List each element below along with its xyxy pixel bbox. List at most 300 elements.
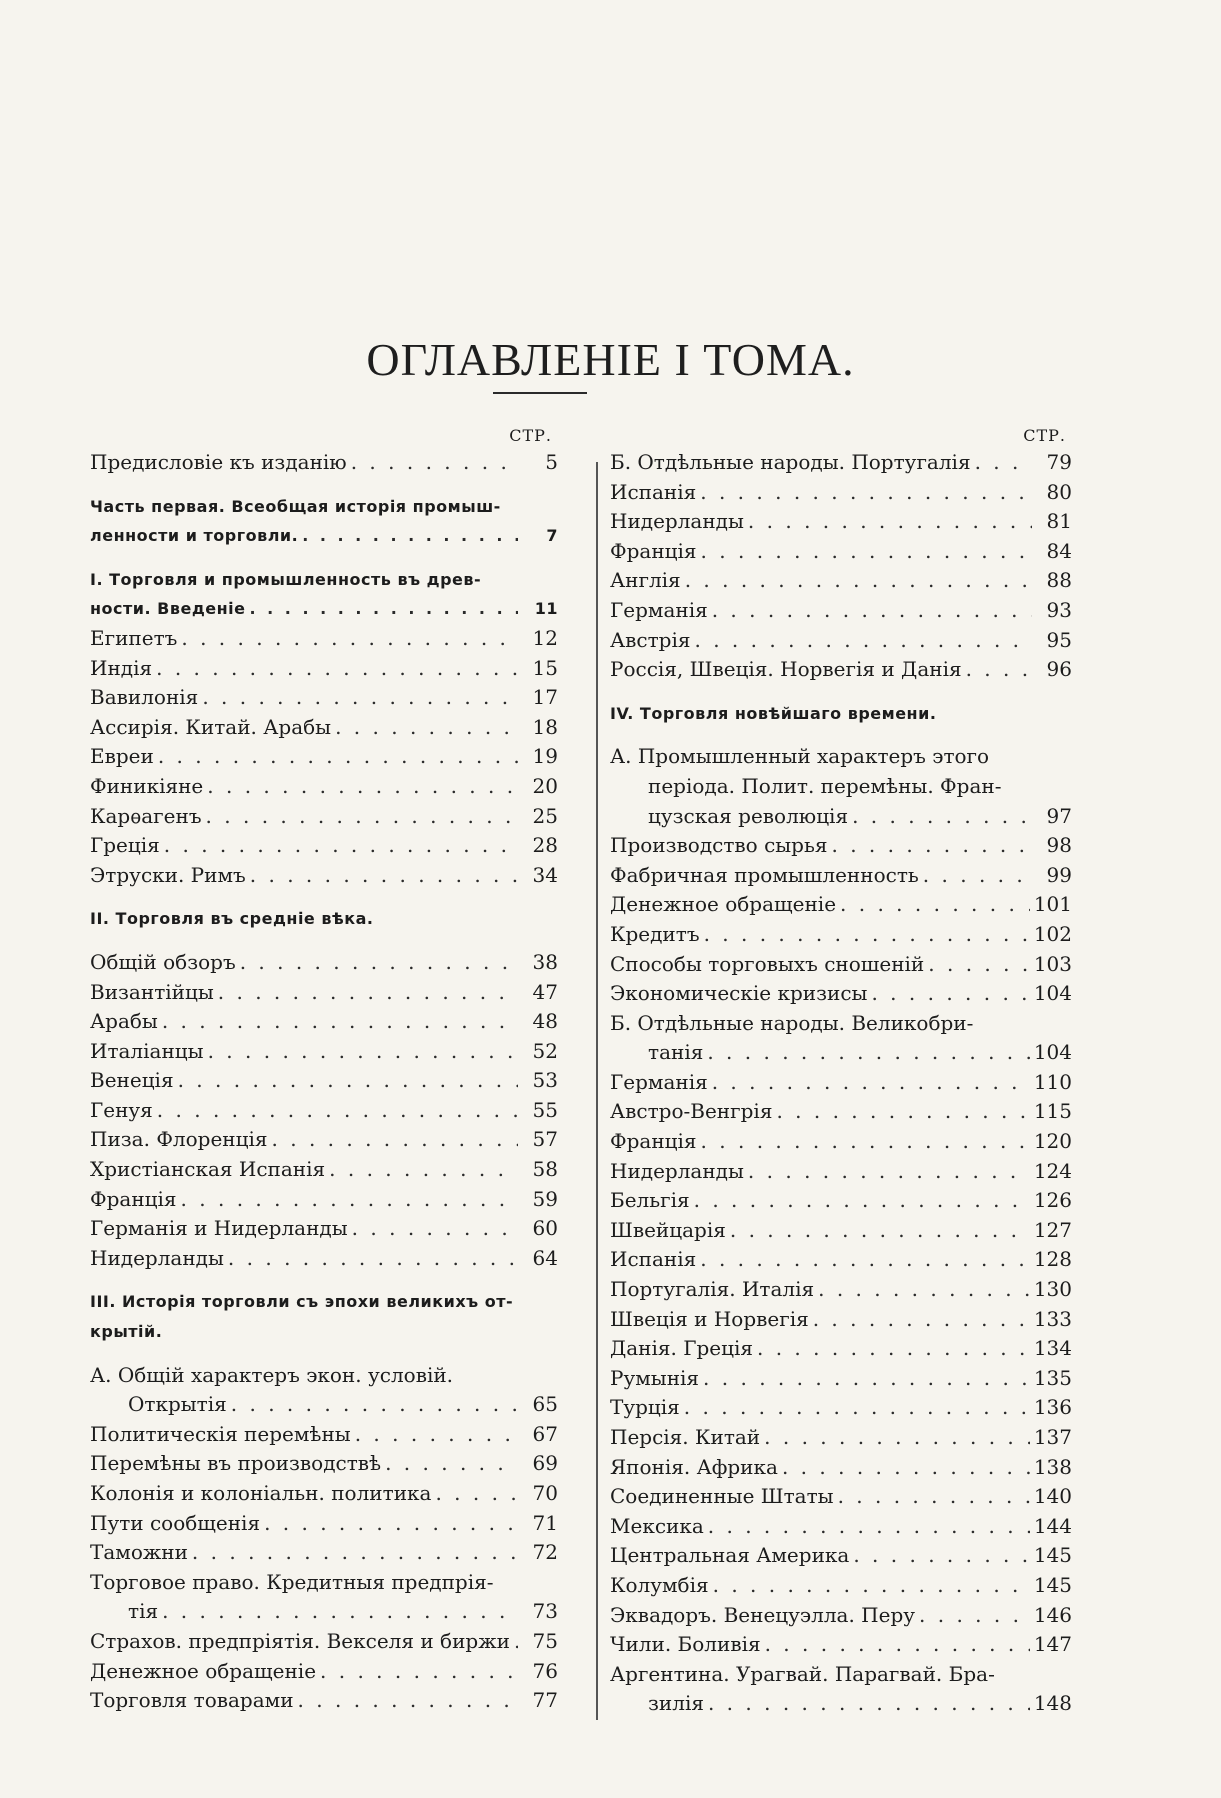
toc-entry — [610, 1068, 1072, 1098]
toc-entry-page: 52 — [532, 1038, 558, 1063]
toc-entry — [610, 478, 1072, 508]
column-divider — [596, 462, 598, 1720]
toc-entry-title: Генуя — [90, 1097, 153, 1122]
toc-entry-title: Нидерланды — [610, 509, 744, 534]
leader-dots — [355, 1420, 518, 1450]
toc-entry — [610, 1245, 1072, 1275]
section-gap — [90, 1347, 558, 1361]
toc-entry-page: 128 — [1033, 1247, 1072, 1272]
leader-dots — [852, 802, 1032, 832]
toc-entry-title: Австрія — [610, 627, 691, 652]
toc-entry-title: Таможни — [90, 1540, 188, 1565]
section-gap — [610, 685, 1072, 699]
toc-entry-page: 55 — [532, 1097, 558, 1122]
toc-entry — [90, 565, 558, 595]
toc-entry — [610, 507, 1072, 537]
toc-entry-title: Португалія. Италія — [610, 1277, 815, 1302]
leader-dots — [694, 1186, 1030, 1216]
toc-entry-page: 60 — [532, 1216, 558, 1241]
toc-entry-title: II. Торговля въ средніе вѣка. — [90, 909, 374, 929]
leader-dots — [853, 1541, 1029, 1571]
toc-entry-page: 136 — [1033, 1395, 1072, 1420]
toc-column-left — [90, 424, 558, 1716]
toc-entry-page: 18 — [532, 714, 558, 739]
toc-entry-title: Аргентина. Урагвай. Парагвай. Бра- — [610, 1661, 995, 1686]
toc-entry-title: Нидерланды — [90, 1245, 224, 1270]
toc-entry — [610, 1482, 1072, 1512]
toc-entry-page: 71 — [532, 1510, 558, 1535]
leader-dots — [352, 1214, 518, 1244]
leader-dots — [708, 1689, 1030, 1719]
toc-entry — [610, 1660, 1072, 1690]
toc-entry-title: Этруски. Римъ — [90, 862, 246, 887]
toc-entry — [90, 1627, 558, 1657]
toc-entry-page: 93 — [1046, 597, 1072, 622]
toc-entry-title: Данія. Греція — [610, 1336, 753, 1361]
leader-dots — [701, 537, 1032, 567]
leader-dots — [966, 655, 1032, 685]
toc-entry-title: Швеція и Норвегія — [610, 1306, 809, 1331]
leader-dots — [320, 1657, 518, 1687]
toc-list-left — [90, 448, 558, 1716]
toc-entry-page: 53 — [532, 1068, 558, 1093]
toc-entry — [90, 1597, 558, 1627]
toc-entry — [90, 948, 558, 978]
leader-dots — [840, 890, 1030, 920]
toc-entry-page: 146 — [1033, 1602, 1072, 1627]
toc-entry — [610, 655, 1072, 685]
leader-dots — [156, 654, 518, 684]
section-gap — [90, 551, 558, 565]
toc-entry-title: Карѳагенъ — [90, 803, 202, 828]
toc-entry-title: цузская революція — [648, 803, 849, 828]
toc-entry-page: 73 — [532, 1599, 558, 1624]
toc-entry-title: Колонія и колоніальн. политика — [90, 1481, 432, 1505]
toc-entry-page: 101 — [1033, 892, 1072, 917]
toc-entry-title: Чили. Боливія — [610, 1632, 761, 1657]
leader-dots — [764, 1423, 1030, 1453]
toc-entry-page: 17 — [532, 685, 558, 710]
toc-entry-page: 38 — [532, 949, 558, 974]
toc-entry-title: III. Исторія торговли съ эпохи великихъ от- — [90, 1292, 514, 1312]
toc-entry — [610, 1127, 1072, 1157]
leader-dots — [228, 1244, 518, 1274]
toc-entry — [610, 890, 1072, 920]
leader-dots — [684, 1393, 1030, 1423]
toc-entry-title: Швейцарія — [610, 1217, 726, 1242]
toc-entry — [90, 1007, 558, 1037]
toc-entry-title: Экономическіе кризисы — [610, 981, 868, 1006]
toc-entry-title: Предисловіе къ изданію — [90, 450, 347, 474]
toc-entry — [610, 537, 1072, 567]
page-column-label: СТР. — [509, 426, 552, 445]
toc-entry — [610, 626, 1072, 656]
toc-entry-title: Египетъ — [90, 625, 178, 650]
leader-dots — [202, 683, 518, 713]
leader-dots — [240, 948, 518, 978]
toc-entry-title: ности. Введеніе — [90, 599, 246, 619]
toc-entry-title: Арабы — [90, 1009, 158, 1034]
toc-entry-title: Открытія — [128, 1392, 227, 1417]
toc-entry — [610, 1630, 1072, 1660]
toc-entry-title: Эквадоръ. Венецуэлла. Перу — [610, 1602, 916, 1627]
leader-dots — [385, 1449, 518, 1479]
toc-entry — [90, 978, 558, 1008]
toc-entry-page: 75 — [532, 1628, 558, 1653]
toc-entry-page: 57 — [532, 1127, 558, 1152]
toc-entry-page: 5 — [545, 450, 558, 474]
toc-entry-title: Турція — [610, 1395, 680, 1420]
toc-entry-page: 138 — [1033, 1454, 1072, 1479]
toc-entry — [90, 1509, 558, 1539]
leader-dots — [730, 1216, 1030, 1246]
toc-entry-page: 79 — [1046, 450, 1072, 474]
toc-entry-page: 145 — [1033, 1572, 1072, 1597]
leader-dots — [700, 478, 1032, 508]
toc-entry-page: 104 — [1033, 981, 1072, 1006]
toc-entry — [90, 1066, 558, 1096]
toc-entry — [90, 802, 558, 832]
toc-entry-page: 124 — [1033, 1158, 1072, 1183]
toc-entry — [90, 654, 558, 684]
toc-entry-page: 140 — [1033, 1484, 1072, 1509]
section-gap — [90, 890, 558, 904]
toc-entry — [610, 861, 1072, 891]
toc-entry-page: 126 — [1033, 1188, 1072, 1213]
toc-entry — [610, 1601, 1072, 1631]
toc-entry — [90, 683, 558, 713]
toc-entry-title: I. Торговля и промышленность въ древ- — [90, 569, 482, 589]
toc-entry-page: 103 — [1033, 951, 1072, 976]
toc-entry-title: танія — [648, 1040, 704, 1065]
toc-entry-page: 110 — [1033, 1069, 1072, 1094]
toc-entry-title: Румынія — [610, 1365, 700, 1390]
toc-entry-title: Германія — [610, 1069, 708, 1094]
toc-entry — [610, 979, 1072, 1009]
toc-entry — [90, 1390, 558, 1420]
toc-entry-title: Денежное обращеніе — [610, 892, 837, 917]
toc-entry-page: 98 — [1046, 833, 1072, 858]
toc-entry-title: крытій. — [90, 1322, 163, 1342]
toc-entry-title: тія — [128, 1599, 159, 1624]
toc-list-right — [610, 448, 1072, 1719]
toc-entry-page: 59 — [532, 1186, 558, 1211]
toc-entry-title: Нидерланды — [610, 1158, 744, 1183]
toc-entry-page: 115 — [1033, 1099, 1072, 1124]
toc-entry-title: А. Общій характеръ экон. условій. — [90, 1362, 454, 1387]
leader-dots — [707, 1038, 1029, 1068]
leader-dots — [701, 1127, 1030, 1157]
leader-dots — [231, 1390, 518, 1420]
toc-entry — [610, 448, 1072, 478]
toc-entry — [90, 1244, 558, 1274]
leader-dots — [335, 713, 518, 743]
toc-entry-page: 97 — [1046, 803, 1072, 828]
toc-entry-title: Перемѣны въ производствѣ — [90, 1451, 382, 1476]
toc-entry-title: Соединенные Штаты — [610, 1484, 834, 1509]
toc-entry-page: 137 — [1033, 1425, 1072, 1449]
toc-entry-title: Центральная Америка — [610, 1543, 850, 1568]
toc-entry — [90, 1125, 558, 1155]
toc-entry — [90, 742, 558, 772]
toc-entry-page: 99 — [1046, 862, 1072, 887]
toc-entry — [90, 1287, 558, 1317]
toc-entry-title: Франція — [610, 538, 697, 563]
toc-entry — [90, 1686, 558, 1716]
toc-entry-title: Франція — [90, 1186, 177, 1211]
toc-entry-page: 11 — [534, 599, 558, 619]
toc-entry — [90, 1096, 558, 1126]
toc-entry — [90, 521, 558, 551]
toc-entry — [610, 1689, 1072, 1719]
toc-entry-title: Кредитъ — [610, 921, 700, 946]
toc-entry-title: Б. Отдѣльные народы. Португалія — [610, 450, 971, 474]
leader-dots — [435, 1479, 518, 1509]
toc-entry-title: Персія. Китай — [610, 1425, 761, 1449]
toc-entry — [610, 1541, 1072, 1571]
toc-entry-page: 19 — [532, 744, 558, 769]
toc-entry-title: Способы торговыхъ сношеній — [610, 951, 925, 976]
toc-entry — [90, 713, 558, 743]
toc-entry-page: 12 — [532, 625, 558, 650]
toc-entry-title: Страхов. предпріятія. Векселя и биржи — [90, 1628, 510, 1653]
toc-entry — [610, 1157, 1072, 1187]
toc-entry-title: Мексика — [610, 1513, 704, 1538]
leader-dots — [250, 594, 519, 624]
leader-dots — [871, 979, 1029, 1009]
leader-dots — [813, 1305, 1030, 1335]
leader-dots — [351, 448, 518, 478]
leader-dots — [765, 1630, 1030, 1660]
leader-dots — [207, 772, 518, 802]
toc-entry-page: 133 — [1033, 1306, 1072, 1331]
title-rule — [493, 392, 587, 394]
toc-entry-page: 7 — [546, 526, 558, 546]
leader-dots — [757, 1334, 1030, 1364]
leader-dots — [329, 1155, 518, 1185]
toc-entry-page: 102 — [1033, 921, 1072, 946]
toc-entry — [610, 1009, 1072, 1039]
toc-entry — [90, 1420, 558, 1450]
toc-entry — [610, 1038, 1072, 1068]
toc-entry — [90, 1568, 558, 1598]
toc-entry-title: періода. Полит. перемѣны. Фран- — [648, 773, 1002, 798]
page-title: ОГЛАВЛЕНІЕ I ТОМА. — [366, 333, 855, 385]
toc-entry-title: Венеція — [90, 1068, 174, 1093]
leader-dots — [818, 1275, 1030, 1305]
toc-entry-title: Австро-Венгрія — [610, 1099, 773, 1124]
toc-entry — [90, 1214, 558, 1244]
toc-entry — [610, 1571, 1072, 1601]
toc-entry — [90, 1317, 558, 1347]
leader-dots — [192, 1538, 518, 1568]
toc-entry-page: 135 — [1033, 1365, 1072, 1390]
toc-entry — [610, 1453, 1072, 1483]
leader-dots — [206, 802, 518, 832]
leader-dots — [208, 1037, 518, 1067]
toc-entry — [90, 624, 558, 654]
toc-entry-page: 69 — [532, 1451, 558, 1476]
leader-dots — [928, 950, 1030, 980]
toc-entry — [610, 1423, 1072, 1453]
toc-entry-title: Колумбія — [610, 1572, 709, 1597]
toc-entry-page: 134 — [1033, 1336, 1072, 1361]
toc-entry-title: Италіанцы — [90, 1038, 204, 1063]
toc-entry-title: зилія — [648, 1691, 704, 1716]
section-gap — [90, 1273, 558, 1287]
toc-entry — [90, 1449, 558, 1479]
page-column-label: СТР. — [1023, 426, 1066, 445]
toc-entry — [610, 1186, 1072, 1216]
toc-entry-page: 80 — [1046, 479, 1072, 504]
toc-entry — [610, 1393, 1072, 1423]
toc-entry-page: 145 — [1033, 1543, 1072, 1568]
toc-entry-page: 48 — [532, 1009, 558, 1034]
toc-entry — [90, 448, 558, 478]
leader-dots — [162, 1597, 518, 1627]
toc-entry-title: Византійцы — [90, 979, 214, 1004]
leader-dots — [158, 742, 518, 772]
toc-entry — [90, 1538, 558, 1568]
leader-dots — [298, 1686, 518, 1716]
toc-entry — [90, 1037, 558, 1067]
toc-entry-title: Германія — [610, 597, 708, 622]
toc-entry — [610, 831, 1072, 861]
toc-entry-page: 64 — [532, 1245, 558, 1270]
toc-entry-page: 34 — [532, 862, 558, 887]
section-gap — [610, 728, 1072, 742]
toc-entry-title: Ассирія. Китай. Арабы — [90, 714, 332, 739]
toc-entry-title: Денежное обращеніе — [90, 1658, 317, 1683]
toc-entry-page: 77 — [532, 1688, 558, 1713]
toc-entry-title: Греція — [90, 833, 160, 858]
leader-dots — [218, 978, 518, 1008]
toc-entry-title: Пути сообщенія — [90, 1510, 261, 1535]
toc-column-right — [610, 424, 1072, 1719]
toc-entry-title: ленности и торговли. — [90, 526, 299, 546]
toc-entry — [610, 1512, 1072, 1542]
leader-dots — [748, 1157, 1030, 1187]
leader-dots — [181, 624, 518, 654]
leader-dots — [975, 448, 1032, 478]
leader-dots — [272, 1125, 518, 1155]
toc-entry-title: Христіанская Испанія — [90, 1157, 326, 1182]
leader-dots — [919, 1601, 1030, 1631]
toc-entry-page: 20 — [532, 773, 558, 798]
leader-dots — [923, 861, 1032, 891]
toc-entry — [610, 1364, 1072, 1394]
toc-entry-page: 120 — [1033, 1129, 1072, 1154]
toc-entry — [610, 1097, 1072, 1127]
leader-dots — [162, 1007, 518, 1037]
leader-dots — [712, 596, 1032, 626]
leader-dots — [713, 1571, 1030, 1601]
leader-dots — [782, 1453, 1030, 1483]
toc-entry — [610, 1305, 1072, 1335]
toc-entry-title: Финикіяне — [90, 773, 204, 798]
toc-entry-title: Фабричная промышленность — [610, 862, 919, 887]
toc-entry-title: Политическія перемѣны — [90, 1421, 351, 1446]
leader-dots — [181, 1185, 518, 1215]
toc-entry-title: Испанія — [610, 1247, 697, 1272]
toc-entry-title: Торговое право. Кредитныя предпрія- — [90, 1569, 494, 1594]
toc-entry-title: Б. Отдѣльные народы. Великобри- — [610, 1010, 974, 1035]
toc-entry-page: 47 — [532, 979, 558, 1004]
toc-entry — [90, 492, 558, 522]
toc-entry-page: 15 — [532, 655, 558, 680]
leader-dots — [685, 566, 1032, 596]
toc-entry — [90, 831, 558, 861]
section-gap — [90, 478, 558, 492]
toc-entry-title: Общій обзоръ — [90, 949, 236, 974]
toc-entry-page: 147 — [1033, 1632, 1072, 1657]
leader-dots — [264, 1509, 518, 1539]
toc-entry-page: 148 — [1033, 1691, 1072, 1716]
toc-entry — [90, 594, 558, 624]
toc-entry — [90, 1657, 558, 1687]
toc-entry — [610, 802, 1072, 832]
toc-entry — [90, 1479, 558, 1509]
toc-entry — [610, 950, 1072, 980]
leader-dots — [302, 521, 518, 551]
toc-entry — [90, 1361, 558, 1391]
toc-entry-title: Германія и Нидерланды — [90, 1216, 348, 1241]
toc-entry-page: 96 — [1046, 657, 1072, 682]
leader-dots — [832, 831, 1033, 861]
toc-entry-page: 127 — [1033, 1217, 1072, 1242]
toc-entry-page: 65 — [532, 1392, 558, 1417]
leader-dots — [838, 1482, 1030, 1512]
toc-entry-title: Производство сырья — [610, 833, 828, 858]
leader-dots — [164, 831, 518, 861]
toc-entry-page: 88 — [1046, 568, 1072, 593]
toc-entry-title: Индія — [90, 655, 153, 680]
toc-entry — [610, 772, 1072, 802]
toc-entry-page: 95 — [1046, 627, 1072, 652]
toc-entry-page: 25 — [532, 803, 558, 828]
leader-dots — [703, 1364, 1030, 1394]
toc-entry-page: 81 — [1046, 509, 1072, 534]
toc-entry-title: Часть первая. Всеобщая исторія промыш- — [90, 496, 501, 516]
toc-entry-title: Вавилонія — [90, 685, 199, 710]
leader-dots — [250, 861, 518, 891]
leader-dots — [157, 1096, 518, 1126]
toc-entry — [90, 1155, 558, 1185]
toc-entry — [610, 1216, 1072, 1246]
toc-entry-page: 144 — [1033, 1513, 1072, 1538]
toc-entry — [90, 772, 558, 802]
leader-dots — [178, 1066, 518, 1096]
toc-entry-page: 84 — [1046, 538, 1072, 563]
toc-entry — [90, 1185, 558, 1215]
section-gap — [90, 934, 558, 948]
toc-entry — [610, 1275, 1072, 1305]
toc-entry — [610, 596, 1072, 626]
toc-entry-title: А. Промышленный характеръ этого — [610, 744, 990, 769]
toc-entry-page: 130 — [1033, 1277, 1072, 1302]
leader-dots — [712, 1068, 1030, 1098]
leader-dots — [776, 1097, 1029, 1127]
leader-dots — [704, 920, 1030, 950]
toc-entry-page: 72 — [532, 1540, 558, 1565]
toc-entry-page: 28 — [532, 833, 558, 858]
toc-entry-title: Евреи — [90, 744, 154, 769]
toc-entry-page: 70 — [532, 1481, 558, 1505]
toc-entry-title: Англія — [610, 568, 681, 593]
toc-entry — [610, 566, 1072, 596]
toc-entry-page: 104 — [1033, 1040, 1072, 1065]
toc-entry-title: Россія, Швеція. Норвегія и Данія — [610, 657, 962, 682]
